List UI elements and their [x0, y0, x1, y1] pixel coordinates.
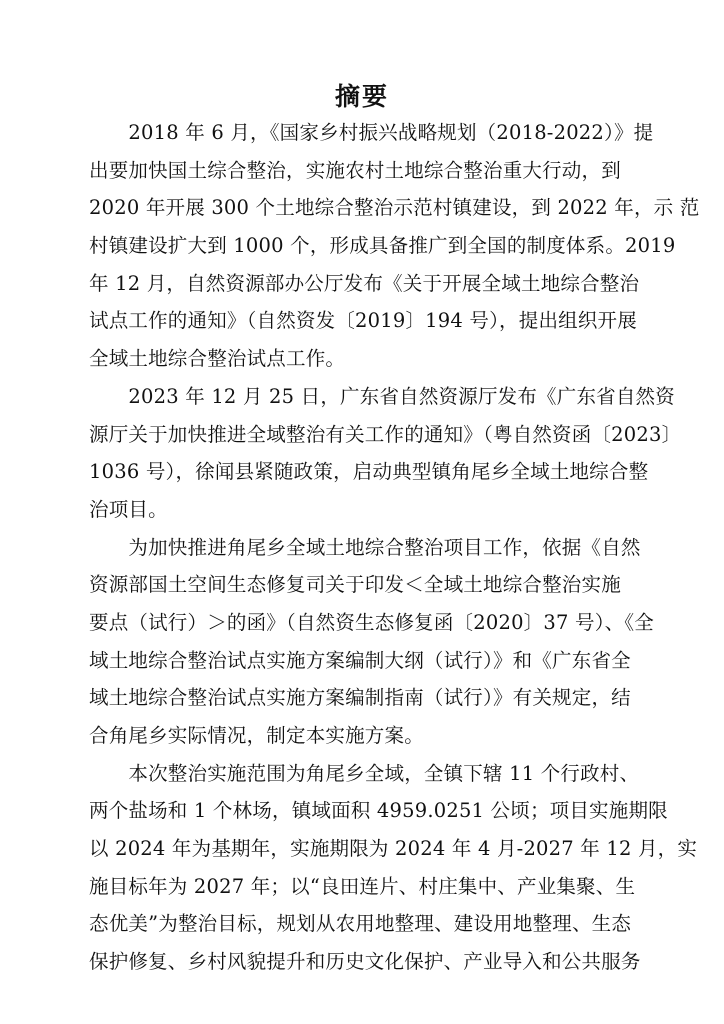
- text-line: 2018 年 6 月，《国家乡村振兴战略规划（2018-2022）》提: [89, 121, 654, 144]
- text-line: 保护修复、乡村风貌提升和历史文化保护、产业导入和公共服务: [89, 950, 641, 974]
- text-line: 出要加快国土综合整治，实施农村土地综合整治重大行动，到: [89, 158, 621, 182]
- text-line: 年 12 月，自然资源部办公厅发布《关于开展全域土地综合整治: [89, 271, 640, 295]
- text-line: 域土地综合整治试点实施方案编制指南（试行）》有关规定，结: [89, 686, 631, 710]
- text-line: 治项目。: [89, 497, 168, 521]
- text-line: 要点（试行）＞的函》（自然资生态修复函〔2020〕37 号）、《全: [89, 610, 654, 634]
- text-line: 态优美”为整治目标，规划从农用地整理、建设用地整理、生态: [89, 912, 632, 936]
- text-line: 两个盐场和 1 个林场，镇域面积 4959.0251 公顷；项目实施期限: [89, 799, 668, 823]
- text-line: 资源部国土空间生态修复司关于印发＜全域土地综合整治实施: [89, 573, 621, 597]
- text-line: 施目标年为 2027 年；以“良田连片、村庄集中、产业集聚、生: [89, 874, 636, 898]
- text-line: 为加快推进角尾乡全域土地综合整治项目工作，依据《自然: [89, 535, 641, 559]
- text-line: 村镇建设扩大到 1000 个，形成具备推广到全国的制度体系。2019: [89, 234, 676, 258]
- text-line: 2020 年开展 300 个土地综合整治示范村镇建设，到 2022 年，示 范: [89, 196, 700, 220]
- document-title: 摘要: [334, 82, 389, 111]
- text-line: 全域土地综合整治试点工作。: [89, 347, 346, 371]
- text-line: 2023 年 12 月 25 日，广东省自然资源厅发布《广东省自然资: [89, 384, 675, 408]
- text-line: 合角尾乡实际情况，制定本实施方案。: [89, 724, 424, 747]
- text-line: 源厅关于加快推进全域整治有关工作的通知》（粤自然资函〔2023〕: [89, 422, 682, 446]
- text-line: 域土地综合整治试点实施方案编制大纲（试行）》和《广东省全: [89, 648, 631, 672]
- text-line: 本次整治实施范围为角尾乡全域，全镇下辖 11 个行政村、: [89, 761, 640, 785]
- text-line: 试点工作的通知》（自然资发〔2019〕194 号），提出组织开展: [89, 309, 637, 333]
- text-line: 以 2024 年为基期年，实施期限为 2024 年 4 月-2027 年 12 月，实: [89, 837, 698, 861]
- document-body: [89, 114, 700, 981]
- text-line: 1036 号），徐闻县紧随政策，启动典型镇角尾乡全域土地综合整: [89, 460, 649, 484]
